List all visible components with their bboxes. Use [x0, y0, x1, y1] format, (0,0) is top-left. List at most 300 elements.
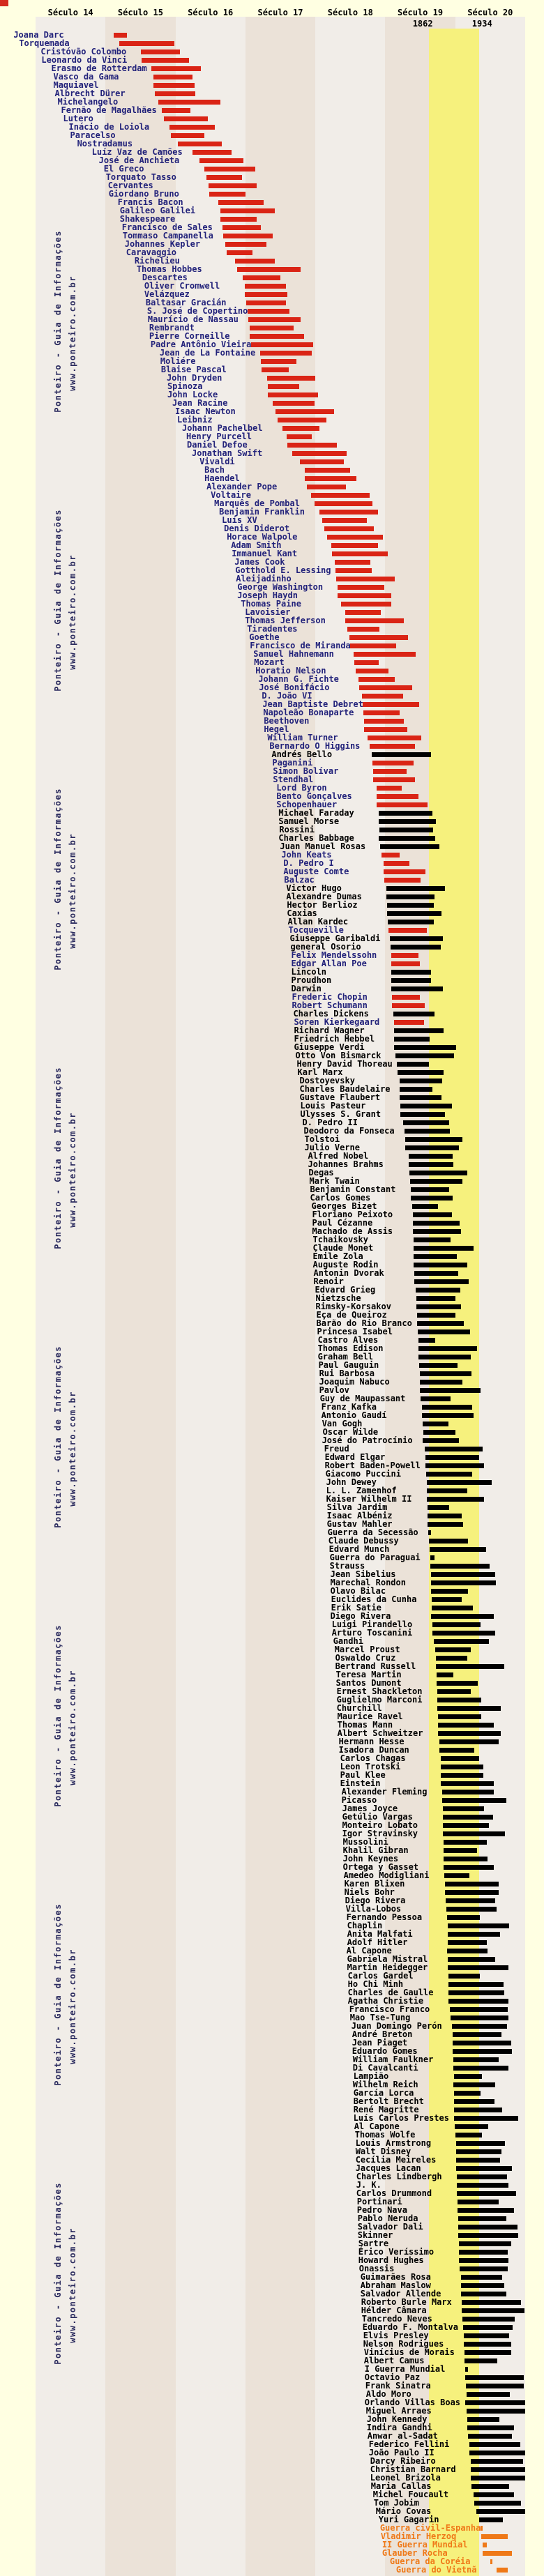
person-label: Giuseppe Garibaldi: [289, 933, 381, 943]
person-label: Cervantes: [107, 181, 153, 190]
person-label: Frank Sinatra: [365, 2381, 431, 2391]
lifespan-bar: [391, 978, 430, 983]
lifespan-bar: [444, 1848, 477, 1853]
person-label: Maria Callas: [370, 2481, 432, 2491]
lifespan-bar: [471, 2484, 509, 2489]
person-label: George Washington: [237, 582, 324, 592]
lifespan-bar: [391, 961, 419, 966]
lifespan-bar: [454, 2116, 518, 2121]
person-label: Nostradamus: [77, 139, 133, 148]
lifespan-bar: [419, 1363, 458, 1368]
lifespan-bar: [437, 1681, 478, 1686]
timeline-row: [0, 1160, 544, 1168]
person-label: Voltaire: [211, 490, 251, 500]
timeline-row: [0, 1319, 544, 1327]
timeline-row: [0, 2139, 544, 2147]
person-label: Fernão de Magalhães: [61, 105, 157, 115]
lifespan-bar: [153, 75, 192, 79]
person-label: Maurício de Nassau: [147, 314, 239, 324]
timeline-row: [0, 1762, 544, 1771]
person-label: Ulysses S. Grant: [300, 1109, 381, 1119]
timeline-row: [0, 365, 544, 374]
lifespan-bar: [455, 2124, 488, 2129]
lifespan-bar: [454, 2091, 481, 2096]
person-label: Thomas Hobbes: [136, 264, 202, 274]
timeline-row: [0, 181, 544, 190]
lifespan-bar: [464, 2333, 509, 2338]
timeline-row: [0, 1202, 544, 1210]
lifespan-bar: [206, 175, 242, 180]
timeline-row: [0, 482, 544, 491]
lifespan-bar: [178, 142, 222, 146]
person-label: Di Cavalcanti: [352, 2063, 418, 2073]
person-label: Charles Babbage: [278, 833, 354, 843]
timeline-row: [0, 416, 544, 424]
person-label: Gustav Mahler: [326, 1519, 393, 1529]
timeline-row: [0, 1972, 544, 1980]
lifespan-bar: [463, 2325, 513, 2330]
person-label: Lord Byron: [276, 783, 327, 793]
timeline-row: [0, 968, 544, 976]
lifespan-bar: [349, 635, 407, 640]
timeline-row: [0, 1863, 544, 1871]
lifespan-bar: [192, 150, 232, 155]
lifespan-bar: [391, 986, 442, 991]
person-label: Joaquim Nabuco: [319, 1377, 390, 1387]
timeline-row: [0, 934, 544, 943]
lifespan-bar: [372, 752, 430, 757]
person-label: Karen Blixen: [344, 1879, 405, 1889]
lifespan-bar: [209, 192, 245, 197]
timeline-row: [0, 1428, 544, 1436]
lifespan-bar: [441, 1756, 479, 1761]
lifespan-bar: [457, 2174, 507, 2179]
timeline-row: [0, 1854, 544, 1863]
lifespan-bar: [442, 1798, 506, 1803]
sidebar-site-name: Ponteiro - Guia de Informações: [53, 1346, 63, 1528]
timeline-row: [0, 449, 544, 457]
person-label: Orlando Villas Boas: [364, 2398, 461, 2407]
person-label: Guimarães Rosa: [360, 2272, 431, 2282]
person-label: Richard Wagner: [294, 1026, 365, 1035]
person-label: Rimsky-Korsakov: [315, 1302, 391, 1311]
timeline-row: [0, 1495, 544, 1503]
person-label: Marcel Proust: [334, 1645, 400, 1654]
person-label: Samuel Morse: [278, 816, 340, 826]
timeline-row: [0, 1821, 544, 1829]
century-label: Século 16: [188, 8, 234, 17]
lifespan-bar: [403, 1120, 449, 1125]
timeline-row: [0, 349, 544, 357]
timeline-row: [0, 1327, 544, 1336]
person-label: Hélder Câmara: [361, 2306, 427, 2315]
person-label: Paul Klee: [340, 1770, 386, 1780]
lifespan-bar: [417, 1321, 464, 1326]
lifespan-bar: [448, 1940, 487, 1945]
timeline-row: [0, 2457, 544, 2465]
timeline-row: [0, 508, 544, 516]
timeline-row: [0, 2482, 544, 2490]
lifespan-bar: [443, 1815, 493, 1820]
timeline-row: [0, 1997, 544, 2005]
person-label: Giuseppe Verdi: [294, 1042, 365, 1052]
person-label: Picasso: [341, 1795, 377, 1805]
lifespan-bar: [225, 242, 266, 247]
lifespan-bar: [341, 602, 391, 607]
person-label: Niels Bohr: [344, 1887, 395, 1897]
lifespan-bar: [388, 928, 426, 933]
timeline-row: [0, 1244, 544, 1252]
lifespan-bar: [437, 1706, 501, 1711]
person-label: Tiradentes: [247, 624, 298, 634]
timeline-row: [0, 2331, 544, 2340]
lifespan-bar: [457, 2183, 508, 2188]
person-label: Diego Rivera: [345, 1896, 406, 1905]
timeline-row: [0, 1880, 544, 1888]
timeline-row: [0, 1620, 544, 1629]
timeline-row: [0, 240, 544, 248]
person-label: Johannes Brahms: [308, 1159, 384, 1169]
lifespan-bar: [427, 1488, 467, 1493]
timeline-row: [0, 1905, 544, 1913]
lifespan-bar: [418, 1338, 435, 1343]
timeline-row: [0, 859, 544, 867]
person-label: Juan Manuel Rosas: [280, 841, 366, 851]
lifespan-bar: [468, 2434, 512, 2439]
person-label: Portinari: [356, 2197, 402, 2207]
person-label: Jean Racine: [172, 398, 228, 408]
timeline-row: [0, 2448, 544, 2457]
timeline-row: [0, 1361, 544, 1369]
person-label: Felix Mendelssohn: [291, 950, 377, 960]
timeline-row: [0, 984, 544, 993]
person-label: Hermann Hesse: [338, 1737, 405, 1746]
person-label: Goethe: [249, 632, 280, 642]
timeline-row: [0, 2264, 544, 2273]
timeline-row: [0, 2105, 544, 2114]
lifespan-bar: [268, 393, 318, 397]
person-label: Lampião: [353, 2071, 389, 2081]
timeline-row: [0, 2239, 544, 2248]
lifespan-bar: [430, 1555, 435, 1560]
timeline-row: [0, 1503, 544, 1511]
timeline-row: [0, 1578, 544, 1587]
lifespan-bar: [171, 133, 204, 138]
person-label: Guerra civil-Espanha: [379, 2523, 481, 2533]
person-label: Descartes: [142, 273, 188, 282]
lifespan-bar: [409, 1154, 453, 1159]
person-label: Carlos Gomes: [310, 1193, 371, 1203]
sidebar-site-name: Ponteiro - Guia de Informações: [53, 788, 63, 970]
lifespan-bar: [384, 861, 409, 866]
lifespan-bar: [368, 736, 421, 740]
lifespan-bar: [372, 761, 413, 765]
timeline-row: [0, 307, 544, 315]
timeline-row: [0, 1277, 544, 1286]
person-label: Vasco da Gama: [53, 72, 119, 82]
person-label: Joana Darc: [13, 30, 64, 40]
timeline-row: [0, 2407, 544, 2415]
lifespan-bar: [438, 1714, 481, 1719]
lifespan-bar: [466, 2384, 524, 2388]
lifespan-bar: [199, 158, 243, 163]
timeline-row: [0, 1595, 544, 1603]
person-label: Tocqueville: [288, 925, 344, 935]
person-label: Rui Barbosa: [319, 1369, 375, 1378]
person-label: Rossini: [279, 825, 315, 834]
timeline-row: [0, 1838, 544, 1846]
person-label: Frederic Chopin: [292, 992, 368, 1002]
timeline-row: [0, 2289, 544, 2298]
lifespan-bar: [429, 1539, 468, 1544]
lifespan-bar: [414, 1237, 451, 1242]
timeline-row: [0, 282, 544, 290]
timeline-row: [0, 1670, 544, 1679]
person-label: Santos Dumont: [335, 1678, 402, 1688]
person-label: Alexander Fleming: [341, 1787, 428, 1797]
lifespan-bar: [443, 1823, 489, 1828]
lifespan-bar: [448, 1982, 504, 1987]
timeline-row: [0, 1662, 544, 1670]
timeline-row: [0, 1260, 544, 1269]
timeline-row: [0, 1988, 544, 1997]
person-label: Giacomo Puccini: [325, 1469, 401, 1479]
person-label: William Turner: [267, 733, 338, 742]
lifespan-bar: [248, 317, 301, 322]
lifespan-bar: [223, 234, 273, 238]
timeline-row: [0, 1068, 544, 1076]
person-label: Graham Bell: [317, 1352, 374, 1362]
person-label: Darwin: [291, 984, 322, 993]
timeline-row: [0, 1227, 544, 1235]
timeline-row: [0, 2306, 544, 2315]
lifespan-bar: [483, 2551, 512, 2556]
timeline-row: [0, 1177, 544, 1185]
century-label: Século 17: [257, 8, 303, 17]
person-label: Friedrich Hebbel: [294, 1034, 375, 1044]
timeline-row: [0, 917, 544, 926]
lifespan-bar: [441, 1773, 483, 1778]
person-label: Guerra da Secessão: [327, 1527, 418, 1537]
lifespan-bar: [420, 1371, 471, 1376]
lifespan-bar: [416, 1288, 460, 1293]
timeline-row: [0, 1235, 544, 1244]
timeline-row: [0, 2072, 544, 2080]
timeline-row: [0, 1302, 544, 1311]
person-label: Tancredo Neves: [361, 2314, 432, 2324]
sidebar-site-url: www.ponteiro.com.br: [68, 275, 77, 391]
lifespan-bar: [400, 1112, 444, 1117]
person-label: Soren Kierkegaard: [294, 1017, 380, 1027]
lifespan-bar: [418, 1355, 471, 1359]
timeline-row: [0, 1712, 544, 1721]
timeline-row: [0, 1729, 544, 1737]
lifespan-bar: [235, 259, 275, 264]
lifespan-bar: [394, 1028, 443, 1033]
timeline-row: [0, 775, 544, 784]
person-label: José de Anchieta: [98, 155, 180, 165]
lifespan-bar: [262, 367, 289, 372]
person-label: Guerra da Coréia: [389, 2556, 471, 2566]
lifespan-bar: [436, 1664, 504, 1669]
person-label: Cristóvão Colombo: [40, 47, 127, 56]
person-label: Euclides da Cunha: [331, 1594, 417, 1604]
person-label: Inácio de Loiola: [68, 122, 150, 132]
person-label: Olavo Bilac: [330, 1586, 386, 1596]
lifespan-bar: [218, 200, 264, 205]
lifespan-bar: [394, 1037, 429, 1042]
person-label: Strauss: [329, 1561, 365, 1571]
timeline-row: [0, 825, 544, 834]
lifespan-bar: [462, 2308, 524, 2313]
timeline-row: [0, 2348, 544, 2356]
lifespan-bar: [282, 426, 319, 431]
person-label: J. K.: [356, 2180, 381, 2190]
lifespan-bar: [435, 1647, 471, 1652]
timeline-row: [0, 407, 544, 416]
lifespan-bar: [379, 811, 432, 816]
person-label: Auguste Comte: [283, 867, 349, 876]
timeline-row: [0, 1286, 544, 1294]
person-label: Freud: [324, 1444, 349, 1454]
lifespan-bar: [287, 443, 337, 448]
person-label: Haendel: [204, 473, 240, 483]
person-label: Yuri Gagarin: [378, 2515, 439, 2524]
sidebar-site-name: Ponteiro - Guia de Informações: [53, 1903, 63, 2086]
timeline-row: [0, 800, 544, 809]
sidebar-site-name: Ponteiro - Guia de Informações: [53, 509, 63, 692]
lifespan-bar: [423, 1430, 455, 1435]
timeline-row: [0, 1553, 544, 1562]
lifespan-bar: [425, 1447, 483, 1451]
timeline-row: [0, 993, 544, 1001]
lifespan-bar: [336, 577, 395, 581]
timeline-row: [0, 1252, 544, 1260]
lifespan-bar: [362, 694, 403, 699]
timeline-row: [0, 190, 544, 198]
lifespan-bar: [421, 1396, 451, 1401]
person-label: Machado de Assis: [312, 1226, 393, 1236]
lifespan-bar: [377, 802, 427, 807]
timeline-row: [0, 1888, 544, 1896]
person-label: Luís Carlos Prestes: [353, 2113, 449, 2123]
person-label: João Paulo II: [368, 2448, 435, 2457]
timeline-row: [0, 1035, 544, 1043]
timeline-row: [0, 2206, 544, 2214]
timeline-row: [0, 273, 544, 282]
timeline-row: [0, 2281, 544, 2289]
timeline-row: [0, 1118, 544, 1127]
person-label: Bertolt Brecht: [353, 2096, 424, 2106]
lifespan-bar: [405, 1129, 450, 1134]
person-label: Leonardo da Vinci: [41, 55, 128, 65]
sidebar-site-name: Ponteiro - Guia de Informações: [53, 2182, 63, 2365]
lifespan-bar: [391, 953, 418, 958]
person-label: Walt Disney: [355, 2147, 411, 2156]
lifespan-bar: [413, 1212, 452, 1217]
person-label: Chaplin: [347, 1921, 383, 1930]
timeline-row: [0, 432, 544, 441]
person-label: Victor Hugo: [286, 883, 342, 893]
lifespan-bar: [458, 2208, 514, 2213]
lifespan-bar: [278, 418, 326, 422]
lifespan-bar: [400, 1079, 441, 1083]
timeline-row: [0, 2197, 544, 2206]
person-label: Otto Von Bismarck: [295, 1051, 381, 1060]
lifespan-bar: [248, 309, 289, 314]
lifespan-bar: [414, 1254, 457, 1259]
person-label: Antonio Gaudí: [321, 1410, 387, 1420]
lifespan-bar: [243, 275, 280, 280]
timeline-row: [0, 1737, 544, 1746]
timeline-row: [0, 1043, 544, 1051]
lifespan-bar: [400, 1095, 441, 1100]
timeline-row: [0, 1093, 544, 1102]
lifespan-bar: [445, 1890, 499, 1895]
person-label: Vivaldi: [199, 457, 235, 466]
timeline-row: [0, 2365, 544, 2373]
timeline-row: [0, 1746, 544, 1754]
timeline-row: [0, 2080, 544, 2089]
person-label: Michelangelo: [57, 97, 119, 107]
sidebar-site-url: www.ponteiro.com.br: [68, 2227, 77, 2343]
timeline-row: [0, 2064, 544, 2072]
timeline-row: [0, 1110, 544, 1118]
person-label: Federico Fellini: [368, 2439, 450, 2449]
lifespan-bar: [158, 100, 220, 105]
lifespan-bar: [431, 1614, 494, 1619]
lifespan-bar: [467, 2409, 525, 2414]
timeline-row: [0, 466, 544, 474]
lifespan-bar: [387, 911, 441, 916]
person-label: Mussolini: [342, 1837, 388, 1847]
lifespan-bar: [397, 1062, 428, 1067]
lifespan-bar: [413, 1221, 460, 1226]
lifespan-bar: [474, 2492, 514, 2497]
lifespan-bar: [413, 1229, 461, 1234]
lifespan-bar: [448, 1974, 480, 1979]
person-label: Villa-Lobos: [345, 1904, 402, 1914]
lifespan-bar: [386, 886, 444, 891]
person-label: Auguste Rodin: [312, 1260, 379, 1270]
timeline-row: [0, 2030, 544, 2038]
lifespan-bar: [454, 2108, 502, 2112]
timeline-row: [0, 926, 544, 934]
timeline-row: [0, 2398, 544, 2407]
person-label: Teresa Martin: [335, 1670, 402, 1679]
lifespan-bar: [465, 2367, 468, 2372]
lifespan-bar: [305, 468, 350, 473]
timeline-row: [0, 1127, 544, 1135]
lifespan-bar: [439, 1739, 499, 1744]
person-label: Anwar al-Sadat: [367, 2431, 438, 2441]
lifespan-bar: [246, 300, 286, 305]
person-label: Bernardo O Higgins: [269, 741, 361, 751]
person-label: Juan Domingo Perón: [351, 2021, 442, 2031]
person-label: Al Capone: [354, 2121, 400, 2131]
lifespan-bar: [458, 2225, 517, 2230]
timeline-row: [0, 457, 544, 466]
person-label: Howard Hughes: [358, 2255, 424, 2265]
timeline-row: [0, 2273, 544, 2281]
lifespan-bar: [379, 828, 432, 832]
timeline-row: [0, 2298, 544, 2306]
lifespan-bar: [447, 1949, 488, 1953]
lifespan-bar: [335, 568, 372, 573]
person-label: Tommaso Campanella: [122, 231, 213, 241]
timeline-row: [0, 1829, 544, 1838]
lifespan-bar: [426, 1472, 472, 1477]
